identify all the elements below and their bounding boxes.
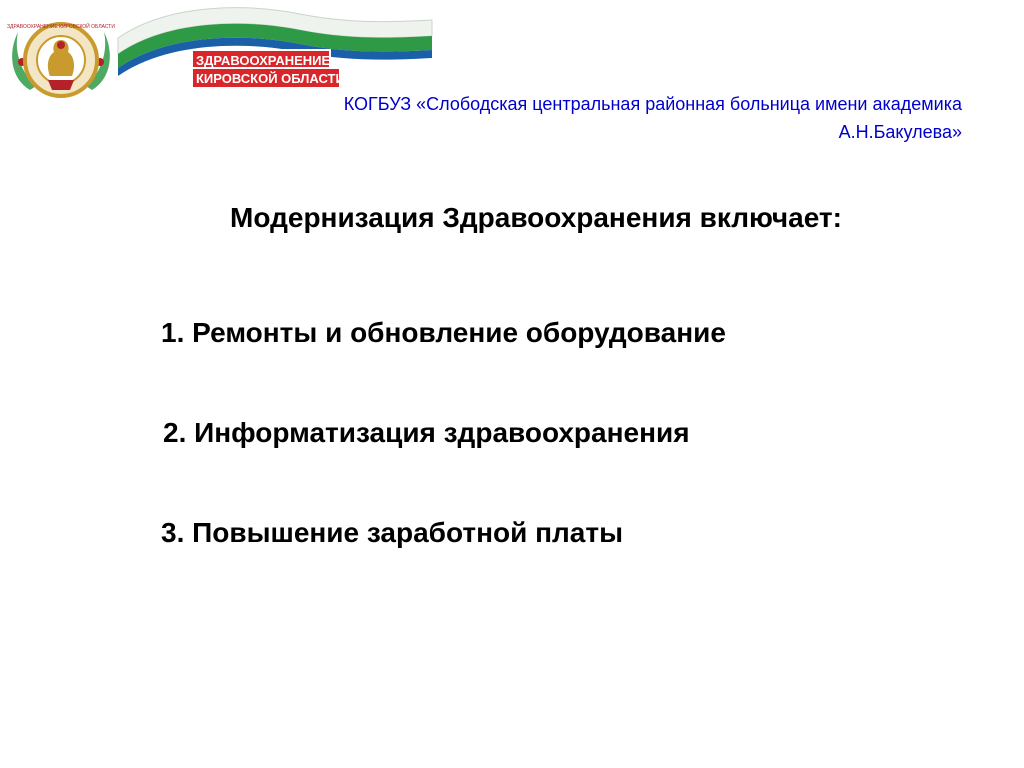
list-item: 1. Ремонты и обновление оборудование xyxy=(161,317,726,348)
banner-line-1: ЗДРАВООХРАНЕНИЕ xyxy=(196,53,331,68)
emblem-ring-text: ЗДРАВООХРАНЕНИЕ КИРОВСКОЙ ОБЛАСТИ xyxy=(7,24,115,30)
organization-name-line-1: КОГБУЗ «Слободская центральная районная больница имени академика xyxy=(343,94,962,114)
organization-name-line-2: А.Н.Бакулева» xyxy=(838,122,962,142)
emblem-head-icon xyxy=(57,41,65,49)
banner-line-2: КИРОВСКОЙ ОБЛАСТИ xyxy=(196,71,345,86)
page-title: Модернизация Здравоохранения включает: xyxy=(230,202,842,233)
emblem-bowl-icon xyxy=(48,80,74,90)
list-item: 3. Повышение заработной платы xyxy=(161,517,623,548)
list-item: 2. Информатизация здравоохранения xyxy=(163,417,690,448)
